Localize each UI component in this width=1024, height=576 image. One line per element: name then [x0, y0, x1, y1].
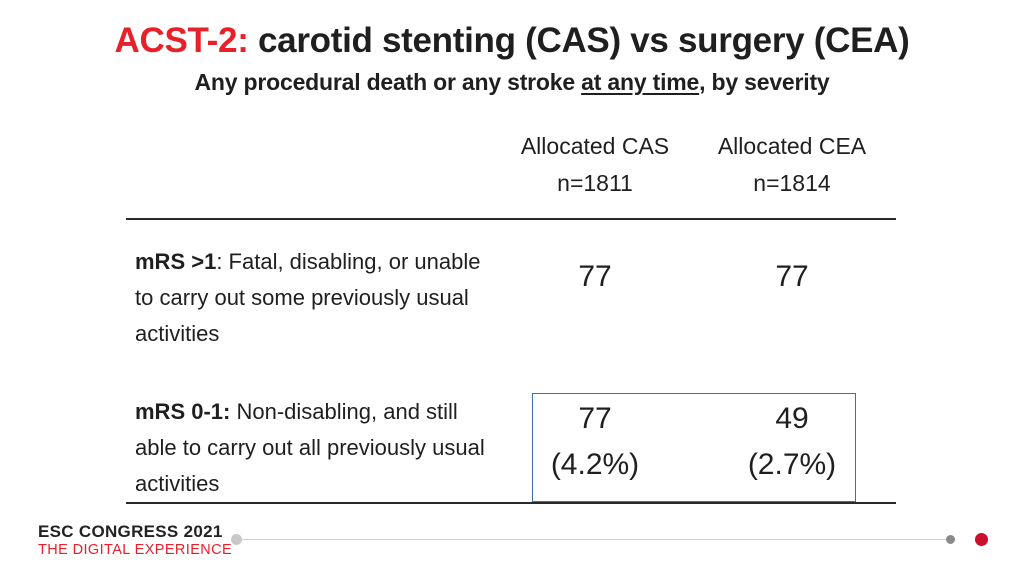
column-label-cas: Allocated CAS — [520, 133, 670, 159]
subtitle-pre: Any procedural death or any stroke — [194, 69, 582, 95]
title-main: carotid stenting (CAS) vs surgery (CEA) — [248, 21, 910, 60]
subtitle-post: , by severity — [699, 69, 830, 95]
row-label-mrs-gt1-bold: mRS >1 — [135, 249, 217, 274]
row-label-mrs-gt1 — [135, 244, 485, 352]
column-n-cas: n=1811 — [557, 170, 633, 196]
slide-title — [0, 18, 1024, 64]
row-label-mrs-0-1 — [135, 394, 485, 502]
footer-dot-mid-icon — [946, 535, 955, 544]
title-accent: ACST-2: — [114, 21, 249, 60]
footer-divider — [237, 539, 952, 540]
footer-dot-right-icon — [975, 533, 988, 546]
slide-subtitle — [0, 66, 1024, 98]
row1-cea-value: 77 — [775, 260, 809, 293]
table-top-rule — [126, 218, 896, 220]
column-n-cea: n=1814 — [753, 170, 831, 196]
column-label-cea: Allocated CEA — [717, 133, 867, 159]
row-label-mrs-0-1-bold: mRS 0-1: — [135, 399, 231, 424]
row2-cea-value: 49 — [775, 402, 809, 435]
row2-cea-percent: (2.7%) — [747, 448, 837, 481]
subtitle-underlined: at any time — [581, 69, 700, 95]
footer-dot-left-icon — [231, 534, 242, 545]
column-header-cea — [692, 128, 892, 202]
row1-cas-value: 77 — [578, 260, 612, 293]
footer-line2: THE DIGITAL EXPERIENCE — [38, 542, 233, 558]
footer-line1: ESC CONGRESS 2021 — [38, 522, 223, 541]
row2-cas-value: 77 — [578, 402, 612, 435]
table-bottom-rule — [126, 502, 896, 504]
row2-cas-percent: (4.2%) — [550, 448, 640, 481]
row-label-mrs-0-1-text: Non-disabling, and still able to carry out all previously usual activities — [135, 399, 485, 496]
column-header-cas — [495, 128, 695, 202]
esc-congress-logo — [38, 523, 232, 559]
row-label-mrs-gt1-text: : Fatal, disabling, or unable to carry out some previously usual activities — [135, 249, 481, 346]
